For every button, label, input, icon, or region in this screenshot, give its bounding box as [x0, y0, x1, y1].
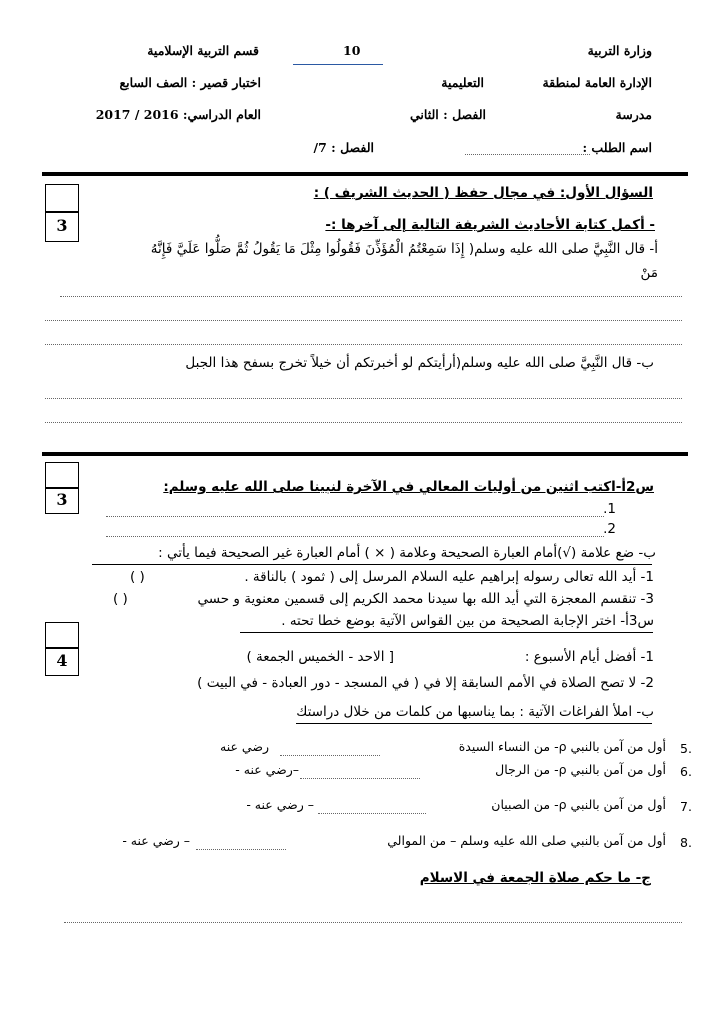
hadith-a-answer-line1[interactable]: [60, 296, 682, 297]
hadith-a-line2: مَنْ: [640, 265, 658, 281]
fill-5-number: 5.: [680, 741, 692, 756]
q1-score: 3: [56, 216, 68, 235]
q2-stmt1: 1- أيد الله تعالى رسوله إبراهيم عليه السلام المرسل إلى ( ثمود ) بالناقة .: [244, 569, 654, 585]
fill-8-number: 8.: [680, 835, 692, 850]
hadith-a-answer-line3[interactable]: [45, 344, 682, 345]
q1-instruction: - أكمل كتابة الأحاديث الشريفة التالية إلى آخرها :-: [325, 217, 655, 233]
q2-title: س2أ-اكتب اثنين من أوليات المعالي في الآخرة لنبينا صلى الله عليه وسلم:: [163, 479, 654, 495]
q3-choice2[interactable]: 2- لا تصح الصلاة في الأمم السابقة إلا في ( في المسجد - دور العبادة - في البيت ): [197, 675, 654, 691]
fill-6-suffix: –رضي عنه -: [235, 762, 299, 777]
q3-score-box-top: [45, 622, 79, 648]
q1-title: السؤال الأول: في مجال حفظ ( الحديث الشريف ) :: [313, 185, 653, 201]
fill-6-number: 6.: [680, 764, 692, 779]
q3-choice1-options[interactable]: [ الاحد - الخميس الجمعة ): [246, 649, 394, 665]
q2-item2-number: .2: [603, 521, 616, 537]
page-number: 10: [343, 43, 361, 58]
quiz-label: اختبار قصير : الصف السابع: [119, 75, 261, 90]
fill-8-suffix: – رضي عنه -: [122, 833, 190, 848]
fill-8-answer[interactable]: [196, 849, 286, 850]
q3-part-b: ب- املأ الفراغات الآتية : بما يناسبها من كلمات من خلال دراستك: [296, 704, 654, 720]
school-label: مدرسة: [615, 107, 652, 122]
q1-score-box-top: [45, 184, 79, 212]
educational-label: التعليمية: [441, 75, 484, 90]
directorate-label: الإدارة العامة لمنطقة: [542, 75, 652, 90]
fill-6-text: أول من آمن بالنبي ρ- من الرجال: [495, 762, 666, 777]
q2-item2-answer[interactable]: [106, 536, 604, 537]
department-label: قسم التربية الإسلامية: [147, 43, 259, 58]
hadith-a-line1: أ- قال النَّبِيَّ صلى الله عليه وسلم( إِذَا سَمِعْتُمُ الْمُؤَذِّنَ فَقُولُوا مِثْلَ مَا يَقُولُ ثُمَّ صَلُّوا عَلَيَّ فَإِنَّهُ: [150, 241, 658, 257]
q3-title: س3أ- اختر الإجابة الصحيحة من بين القواس الآتية بوضع خطا تحته .: [281, 613, 654, 629]
student-name-label: اسم الطلب :: [582, 140, 652, 155]
header-divider: [42, 172, 688, 176]
q2-score-box-top: [45, 462, 79, 488]
fill-8-text: أول من آمن بالنبي صلى الله عليه وسلم – من الموالي: [387, 833, 666, 848]
fill-7-text: أول من آمن بالنبي ρ- من الصبيان: [491, 797, 666, 812]
page-number-underline: [293, 64, 383, 65]
fill-5-text: أول من آمن بالنبي ρ- من النساء السيدة: [458, 739, 666, 754]
q2-item1-number: .1: [603, 501, 616, 517]
hadith-a-answer-line2[interactable]: [45, 320, 682, 321]
q3-score: 4: [56, 651, 68, 670]
hadith-b-answer-line2[interactable]: [45, 422, 682, 423]
fill-6-answer[interactable]: [300, 778, 420, 779]
q2-stmt3: 3- تنقسم المعجزة التي أيد الله بها سيدنا محمد الكريم إلى قسمين معنوية و حسي: [197, 591, 654, 607]
hadith-b: ب- قال النَّبِيَّ صلى الله عليه وسلم(أرأيتكم لو أخبرتكم أن خيلاً تخرج بسفح هذا الجبل: [185, 355, 654, 371]
hadith-b-answer-line1[interactable]: [45, 398, 682, 399]
q2-part-b-underline: [92, 564, 652, 565]
q2-stmt3-mark[interactable]: ( ): [113, 591, 128, 607]
q3-part-b-underline: [296, 723, 652, 724]
class-label: الفصل : 7/: [313, 140, 374, 155]
q3-part-c-answer[interactable]: [64, 922, 682, 923]
q1-divider: [42, 452, 688, 456]
student-name-field[interactable]: [465, 154, 590, 155]
q2-stmt1-mark[interactable]: ( ): [130, 569, 145, 585]
q2-score: 3: [56, 490, 68, 509]
q2-item1-answer[interactable]: [106, 516, 604, 517]
fill-7-number: 7.: [680, 799, 692, 814]
term-label: الفصل : الثاني: [410, 107, 486, 122]
fill-5-suffix: رضي عنه: [220, 739, 269, 754]
fill-7-answer[interactable]: [318, 813, 426, 814]
q3-title-underline: [240, 632, 653, 633]
ministry-label: وزارة التربية: [587, 43, 652, 58]
fill-5-answer[interactable]: [280, 755, 380, 756]
academic-year-label: العام الدراسي: 2016 / 2017: [95, 107, 261, 122]
fill-7-suffix: – رضي عنه -: [246, 797, 314, 812]
q3-choice1-question: 1- أفضل أيام الأسبوع :: [524, 649, 654, 665]
q2-part-b: ب- ضع علامة (√)أمام العبارة الصحيحة وعلامة ( × ) أمام العبارة غير الصحيحة فيما يأتي :: [158, 545, 656, 561]
q3-part-c: ج- ما حكم صلاة الجمعة في الاسلام: [419, 870, 651, 886]
